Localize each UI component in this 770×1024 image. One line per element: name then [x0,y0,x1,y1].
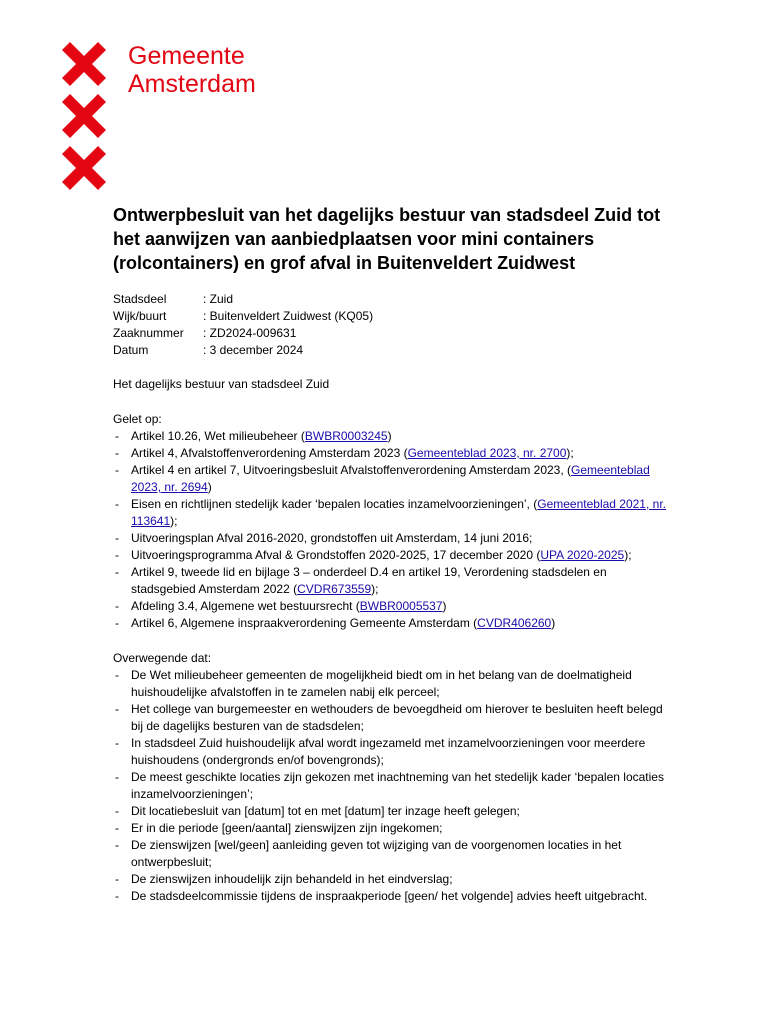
reference-link[interactable]: Gemeenteblad 2023, nr. 2694 [131,463,650,494]
list-item [113,496,673,530]
list-item [113,547,673,564]
metadata-value: : 3 december 2024 [203,343,304,357]
list-item-suffix: ); [170,514,178,528]
metadata-row [113,291,373,308]
list-item-suffix: ) [442,599,447,613]
list-item-suffix: ) [387,429,392,443]
list-item-suffix: ); [371,582,379,596]
metadata-key: Datum [113,343,149,357]
logo-line-1: Gemeente [128,42,245,70]
metadata-value: : Zuid [203,292,234,306]
metadata-key: Stadsdeel [113,292,167,306]
list-item-text: Artikel 4, Afvalstoffenverordening Amsterdam 2023 ( [131,446,408,460]
gelet-op-list [113,428,673,632]
reference-link[interactable]: BWBR0005537 [359,599,443,613]
list-item-suffix: ); [566,446,574,460]
logo-wordmark [128,42,256,98]
reference-link[interactable]: Gemeenteblad 2021, nr. 113641 [131,497,666,528]
list-item [113,445,673,462]
cross-icon [62,42,106,86]
document-title: Ontwerpbesluit van het dagelijks bestuur van stadsdeel Zuid tot het aanwijzen van aanbiedplaatsen voor mini containers (rolcontainers) en grof afval in Buitenveldert Zuidwest [113,205,661,273]
cross-icon [62,94,106,138]
list-item: - Er in die periode [geen/aantal] zienswijzen zijn ingekomen; [113,820,673,837]
list-item: - De Wet milieubeheer gemeenten de mogelijkheid biedt om in het belang van de doelmatigheid huishoudelijke afvalstoffen in te zamelen nabij elk perceel; [113,667,673,701]
list-item [113,530,673,547]
list-item-text: Artikel 10.26, Wet milieubeheer ( [131,429,305,443]
list-item: - De stadsdeelcommissie tijdens de inspraakperiode [geen/ het volgende] advies heeft uitgebracht. [113,888,673,905]
intro-line: Het dagelijks bestuur van stadsdeel Zuid [113,377,330,391]
list-item-text: Artikel 9, tweede lid en bijlage 3 – onderdeel D.4 en artikel 19, Verordening stadsdelen en stadsgebied Amsterdam 2022 ( [131,565,607,596]
list-item [113,462,673,496]
list-item [113,564,673,598]
list-item-suffix: ); [624,548,632,562]
list-item-text: Uitvoeringsprogramma Afval & Grondstoffen 2020-2025, 17 december 2020 ( [131,548,541,562]
list-item: - De zienswijzen [wel/geen] aanleiding geven tot wijziging van de voorgenomen locaties in het ontwerpbesluit; [113,837,673,871]
overwegende-section [113,650,673,905]
overwegende-list [113,667,673,905]
reference-link[interactable]: Gemeenteblad 2023, nr. 2700 [407,446,567,460]
list-item: - De meest geschikte locaties zijn gekozen met inachtneming van het stedelijk kader ‘bepalen locaties inzamelvoorzieningen’; [113,769,673,803]
list-item-text: Artikel 4 en artikel 7, Uitvoeringsbesluit Afvalstoffenverordening Amsterdam 2023, ( [131,463,572,477]
metadata-value: : ZD2024-009631 [203,326,297,340]
list-item-text: Artikel 6, Algemene inspraakverordening Gemeente Amsterdam ( [131,616,478,630]
logo-line-2: Amsterdam [128,70,256,98]
cross-icon [62,146,106,190]
metadata-key: Wijk/buurt [113,309,167,323]
list-item-suffix: ) [207,480,212,494]
reference-link[interactable]: CVDR406260 [477,616,552,630]
reference-link[interactable]: UPA 2020-2025 [540,548,625,562]
metadata-row [113,308,373,325]
list-item: - De zienswijzen inhoudelijk zijn behandeld in het eindverslag; [113,871,673,888]
list-item: - In stadsdeel Zuid huishoudelijk afval wordt ingezameld met inzamelvoorzieningen voor meerdere huishoudens (ondergronds en/of bovengronds); [113,735,673,769]
metadata-value: : Buitenveldert Zuidwest (KQ05) [203,309,374,323]
metadata-row [113,325,373,342]
gelet-op-section [113,411,673,632]
list-item-suffix: ) [551,616,556,630]
reference-link[interactable]: CVDR673559 [297,582,372,596]
gelet-op-heading: Gelet op: [113,412,162,426]
reference-link[interactable]: BWBR0003245 [304,429,388,443]
overwegende-heading: Overwegende dat: [113,651,212,665]
list-item: - Dit locatiebesluit van [datum] tot en met [datum] ter inzage heeft gelegen; [113,803,673,820]
document-metadata [113,291,373,359]
list-item: - Het college van burgemeester en wethouders de bevoegdheid om hierover te besluiten heeft belegd bij de dagelijks besturen van de stadsdelen; [113,701,673,735]
metadata-key: Zaaknummer [113,326,184,340]
list-item-text: Eisen en richtlijnen stedelijk kader ‘bepalen locaties inzamelvoorzieningen’, ( [131,497,538,511]
andreas-crosses-icon [62,42,106,198]
list-item [113,598,673,615]
list-item-text: Uitvoeringsplan Afval 2016-2020, grondstoffen uit Amsterdam, 14 juni 2016; [131,531,533,545]
list-item-text: Afdeling 3.4, Algemene wet bestuursrecht ( [131,599,360,613]
metadata-row [113,342,373,359]
list-item [113,615,673,632]
list-item [113,428,673,445]
